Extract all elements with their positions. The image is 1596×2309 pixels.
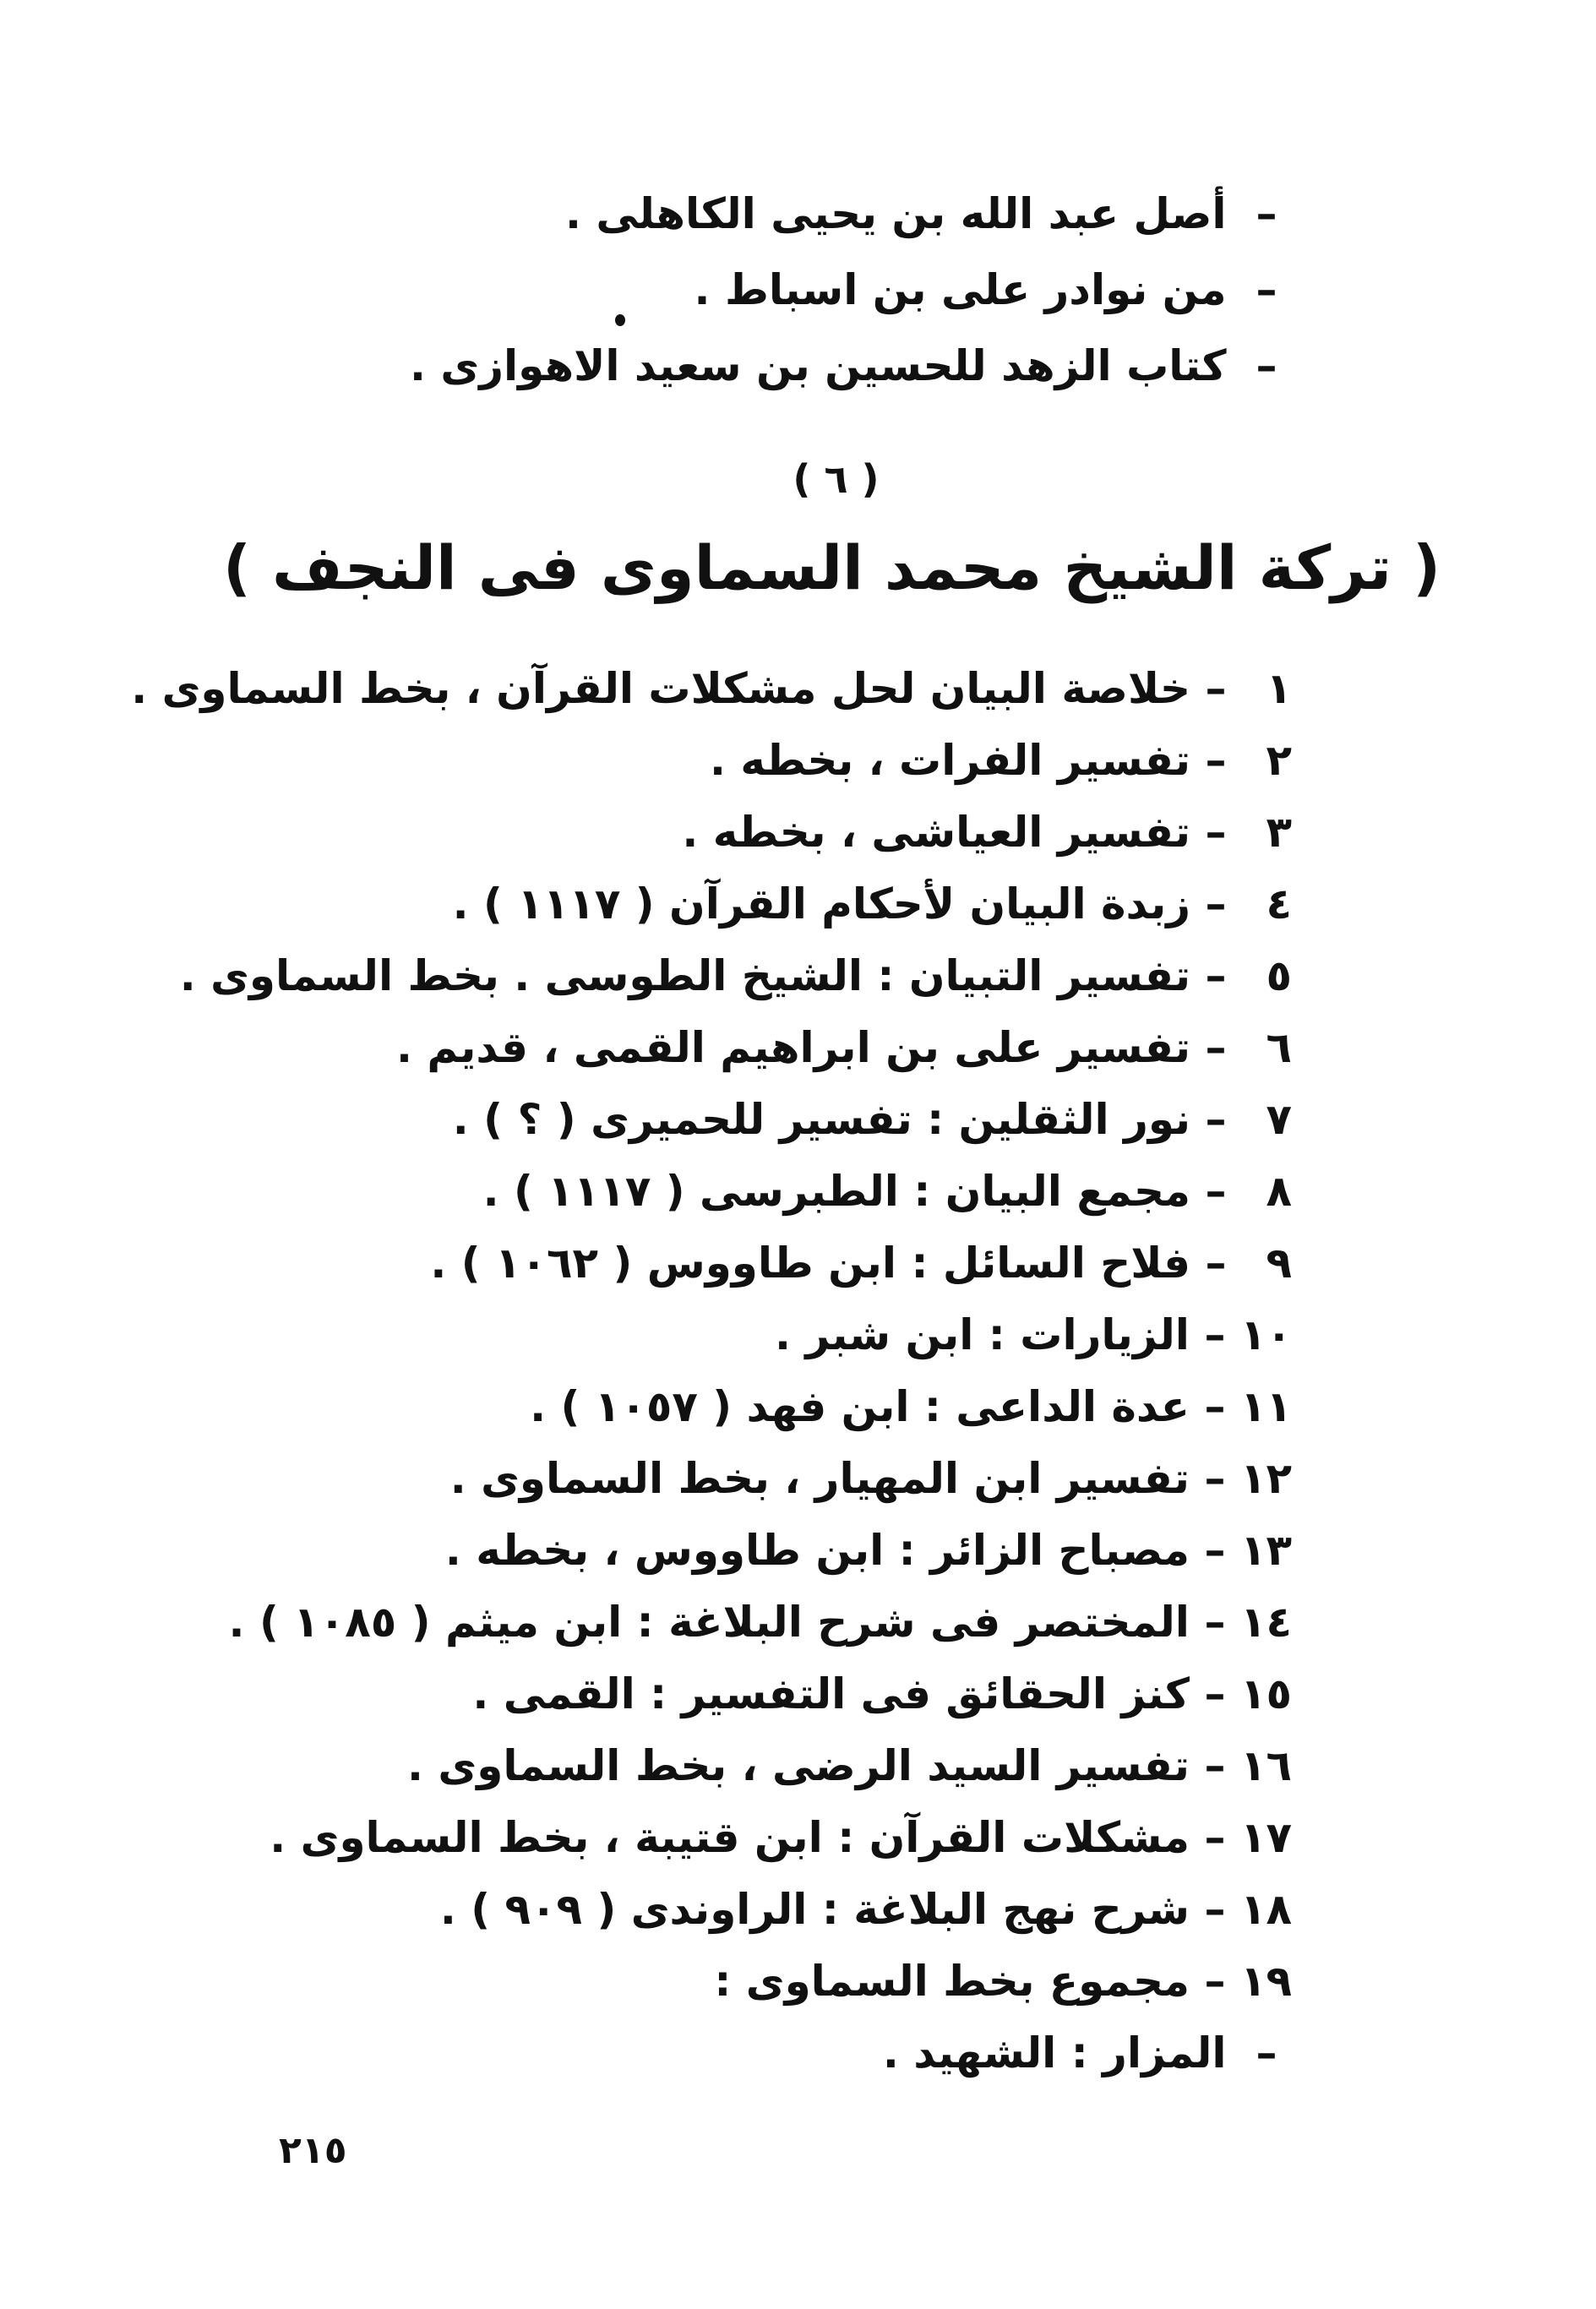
dash: – bbox=[1256, 2029, 1277, 2078]
dash: – bbox=[1204, 1382, 1226, 1431]
dash: – bbox=[1205, 951, 1227, 1000]
item-number: ١٤ bbox=[1239, 1598, 1292, 1647]
item-number: ٣ bbox=[1266, 808, 1292, 857]
preamble-text: أصل عبد الله بن يحيى الكاهلى . bbox=[564, 189, 1227, 238]
item-text: زبدة البيان لأحكام القرآن ( ١١١٧ ) . bbox=[452, 879, 1190, 929]
item-text: تفسير على بن ابراهيم القمى ، قديم . bbox=[396, 1023, 1190, 1072]
list-item bbox=[710, 736, 1292, 785]
item-text: فلاح السائل : ابن طاووس ( ١٠٦٢ ) . bbox=[430, 1239, 1190, 1288]
list-item bbox=[430, 1239, 1292, 1288]
preamble-line bbox=[694, 265, 1292, 314]
item-text: تفسير التبيان : الشيخ الطوسى . بخط السماوى . bbox=[179, 951, 1190, 1000]
list-item bbox=[228, 1598, 1292, 1647]
dash: – bbox=[1205, 736, 1227, 785]
list-item bbox=[775, 1310, 1292, 1359]
item-number: ٤ bbox=[1266, 879, 1292, 929]
dash: – bbox=[1205, 1167, 1227, 1216]
item-text: تفسير ابن المهيار ، بخط السماوى . bbox=[449, 1454, 1190, 1503]
item-text: مجموع بخط السماوى : bbox=[714, 1957, 1190, 2006]
dash: – bbox=[1205, 1095, 1227, 1144]
dash: – bbox=[1205, 1239, 1227, 1288]
item-number: ٧ bbox=[1266, 1095, 1292, 1144]
list-item bbox=[449, 1454, 1292, 1503]
item-number: ١١ bbox=[1239, 1382, 1292, 1431]
item-text: تفسير العياشى ، بخطه . bbox=[682, 808, 1190, 857]
item-number: ١٠ bbox=[1239, 1310, 1292, 1359]
item-number: ١٦ bbox=[1239, 1741, 1292, 1790]
list-item bbox=[270, 1813, 1292, 1862]
item-text: شرح نهج البلاغة : الراوندى ( ٩٠٩ ) . bbox=[439, 1885, 1190, 1934]
item-number: ٦ bbox=[1266, 1023, 1292, 1072]
sub-item-text: المزار : الشهيد . bbox=[882, 2029, 1227, 2078]
dash: – bbox=[1204, 1741, 1226, 1790]
sub-item bbox=[882, 2029, 1292, 2078]
item-number: ١٧ bbox=[1239, 1813, 1292, 1862]
dash: – bbox=[1204, 1957, 1226, 2006]
list-item bbox=[482, 1167, 1292, 1216]
item-text: كنز الحقائق فى التفسير : القمى . bbox=[472, 1669, 1190, 1718]
item-number: ٥ bbox=[1266, 951, 1292, 1000]
list-item bbox=[530, 1382, 1292, 1431]
list-item bbox=[714, 1957, 1292, 2006]
list-item bbox=[452, 1095, 1292, 1144]
dash: – bbox=[1256, 341, 1277, 390]
dash: – bbox=[1204, 1598, 1226, 1647]
dash: – bbox=[1256, 265, 1277, 314]
dash: – bbox=[1205, 1023, 1227, 1072]
item-number: ١٨ bbox=[1239, 1885, 1292, 1934]
list-item bbox=[179, 951, 1292, 1000]
list-item bbox=[444, 1526, 1292, 1575]
preamble-line bbox=[409, 341, 1292, 390]
item-text: مصباح الزائر : ابن طاووس ، بخطه . bbox=[444, 1526, 1190, 1575]
preamble-line bbox=[564, 189, 1292, 238]
item-text: تفسير الفرات ، بخطه . bbox=[710, 736, 1190, 785]
item-text: تفسير السيد الرضى ، بخط السماوى . bbox=[407, 1741, 1190, 1790]
list-item bbox=[682, 808, 1292, 857]
dash: – bbox=[1204, 1885, 1226, 1934]
ink-speck bbox=[615, 314, 625, 326]
item-number: ١٢ bbox=[1239, 1454, 1292, 1503]
dash: – bbox=[1204, 1669, 1226, 1718]
item-text: مشكلات القرآن : ابن قتيبة ، بخط السماوى . bbox=[270, 1813, 1190, 1862]
item-number: ١٣ bbox=[1239, 1526, 1292, 1575]
dash: – bbox=[1205, 808, 1227, 857]
item-text: المختصر فى شرح البلاغة : ابن ميثم ( ١٠٨٥ ) . bbox=[228, 1598, 1190, 1647]
page-number: ٢١٥ bbox=[279, 2129, 347, 2172]
list-item bbox=[439, 1885, 1292, 1934]
dash: – bbox=[1204, 1813, 1226, 1862]
item-number: ١ bbox=[1266, 664, 1292, 713]
dash: – bbox=[1204, 1454, 1226, 1503]
item-number: ١٩ bbox=[1239, 1957, 1292, 2006]
list-item bbox=[472, 1669, 1292, 1718]
dash: – bbox=[1204, 1526, 1226, 1575]
dash: – bbox=[1205, 879, 1227, 929]
item-text: الزيارات : ابن شبر . bbox=[775, 1310, 1190, 1359]
dash: – bbox=[1256, 189, 1277, 238]
item-text: مجمع البيان : الطبرسى ( ١١١٧ ) . bbox=[482, 1167, 1190, 1216]
list-item bbox=[131, 664, 1292, 713]
preamble-text: من نوادر على بن اسباط . bbox=[694, 265, 1227, 314]
section-number: ( ٦ ) bbox=[793, 456, 880, 502]
item-number: ١٥ bbox=[1239, 1669, 1292, 1718]
item-text: عدة الداعى : ابن فهد ( ١٠٥٧ ) . bbox=[530, 1382, 1190, 1431]
list-item bbox=[396, 1023, 1292, 1072]
item-text: نور الثقلين : تفسير للحميرى ( ؟ ) . bbox=[452, 1095, 1190, 1144]
list-item bbox=[452, 879, 1292, 929]
preamble-text: كتاب الزهد للحسين بن سعيد الاهوازى . bbox=[409, 341, 1227, 390]
item-number: ٢ bbox=[1266, 736, 1292, 785]
item-number: ٨ bbox=[1266, 1167, 1292, 1216]
item-text: خلاصة البيان لحل مشكلات القرآن ، بخط السماوى . bbox=[131, 664, 1190, 713]
dash: – bbox=[1205, 664, 1227, 713]
section-title: ( تركة الشيخ محمد السماوى فى النجف ) bbox=[223, 532, 1441, 603]
list-item bbox=[407, 1741, 1292, 1790]
item-number: ٩ bbox=[1266, 1239, 1292, 1288]
dash: – bbox=[1204, 1310, 1226, 1359]
